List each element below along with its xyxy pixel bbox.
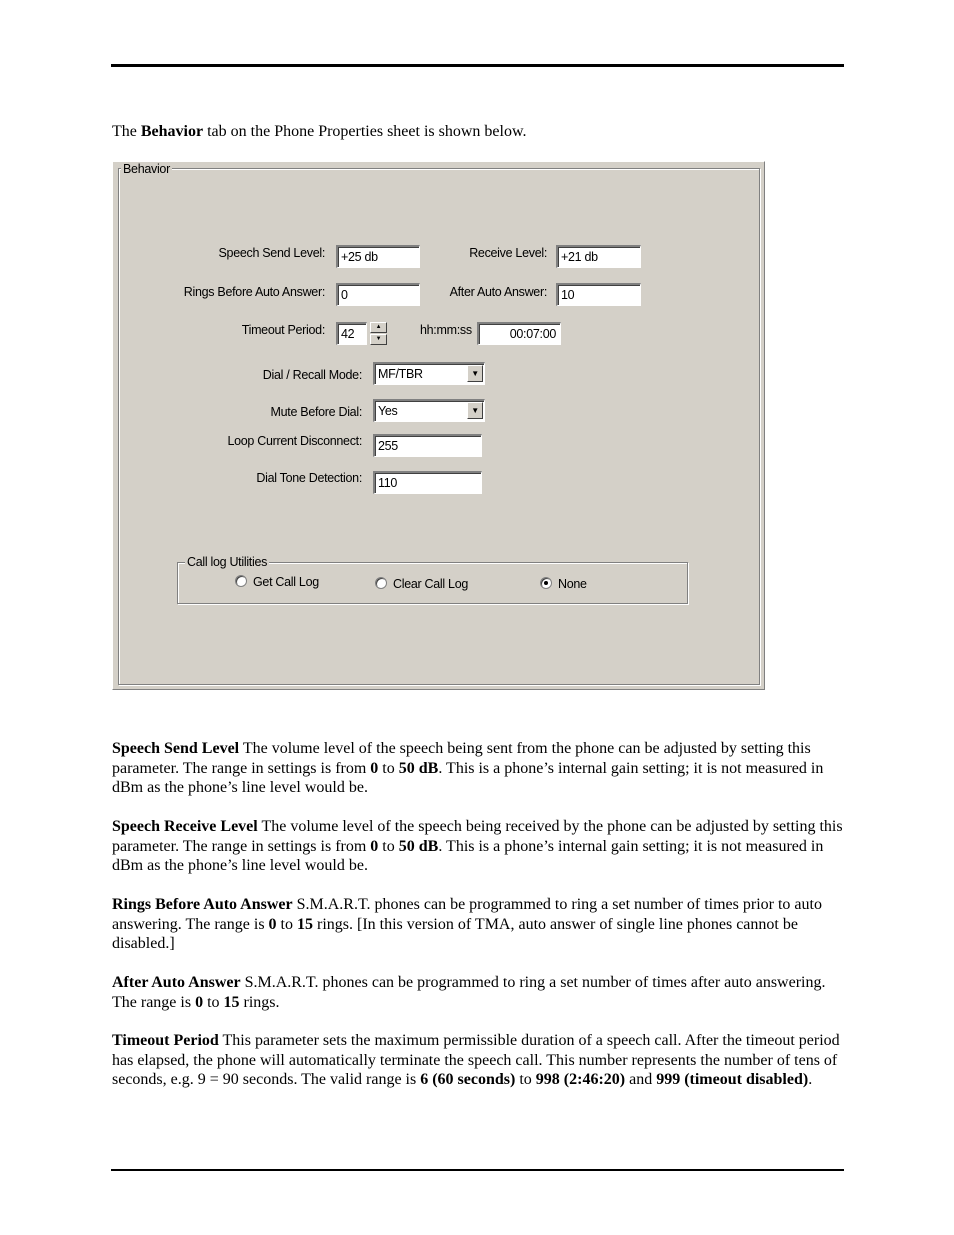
- radio-clear-call-log[interactable]: [375, 577, 468, 591]
- call-log-group-title: Call log Utilities: [187, 555, 268, 569]
- spin-down-icon[interactable]: ▼: [370, 334, 387, 345]
- bold-value: 15: [297, 915, 313, 933]
- bold-value: 50 dB: [398, 837, 439, 855]
- receive-level-field[interactable]: +21 db: [556, 245, 641, 268]
- mute-before-dial-label: Mute Before Dial:: [270, 405, 362, 419]
- loop-current-disconnect-field[interactable]: 255: [373, 434, 482, 457]
- timeout-spinner[interactable]: [370, 322, 387, 345]
- paragraph-rings-before-auto-answer: Rings Before Auto Answer S.M.A.R.T. phones can be programmed to ring a set number of times prior to auto answering. The range is 0 to 15 rings. [In this version of TMA, auto answer of single line phones cannot be disabled.]: [112, 896, 822, 952]
- radio-none[interactable]: [540, 577, 587, 591]
- mute-before-dial-value: Yes: [378, 404, 398, 418]
- radio-label: Clear Call Log: [393, 577, 469, 591]
- behavior-group: [118, 168, 760, 685]
- loop-current-disconnect-label: Loop Current Disconnect:: [227, 434, 362, 448]
- radio-circle-icon[interactable]: [235, 575, 247, 587]
- hhmmss-label: hh:mm:ss: [420, 323, 472, 337]
- radio-selected-icon[interactable]: [540, 577, 552, 589]
- chevron-down-icon[interactable]: ▼: [467, 365, 483, 382]
- paragraph-heading: Speech Receive Level: [112, 818, 258, 835]
- bold-value: 999 (timeout disabled): [656, 1071, 809, 1088]
- paragraph-heading: Rings Before Auto Answer: [112, 896, 293, 913]
- hhmmss-field[interactable]: 00:07:00: [477, 322, 561, 345]
- paragraph-heading: Timeout Period: [112, 1032, 219, 1049]
- speech-send-level-label: Speech Send Level:: [218, 246, 325, 260]
- after-auto-answer-field[interactable]: 10: [556, 283, 641, 306]
- paragraph-heading: After Auto Answer: [112, 974, 241, 991]
- paragraph-speech-send-level: Speech Send Level The volume level of the speech being sent from the phone can be adjusted by setting this parameter. The range in settings is from 0 to 50 dB. This is a phone’s internal gain setting; it is not measured in dBm as the phone’s line level would be.: [112, 740, 824, 796]
- rings-before-auto-answer-label: Rings Before Auto Answer:: [183, 285, 325, 299]
- timeout-period-label: Timeout Period:: [241, 323, 325, 337]
- radio-circle-icon[interactable]: [375, 577, 387, 589]
- paragraph-heading: Speech Send Level: [112, 740, 240, 757]
- dial-recall-mode-label: Dial / Recall Mode:: [262, 368, 362, 382]
- speech-send-level-field[interactable]: +25 db: [336, 245, 420, 268]
- dial-recall-mode-select[interactable]: [373, 362, 485, 385]
- bold-value: 0: [370, 837, 379, 855]
- mute-before-dial-select[interactable]: [373, 399, 485, 422]
- bold-value: 998 (2:46:20): [535, 1071, 626, 1088]
- chevron-down-icon[interactable]: ▼: [467, 402, 483, 419]
- dial-tone-detection-field[interactable]: 110: [373, 471, 482, 494]
- paragraph-speech-receive-level: Speech Receive Level The volume level of the speech being received by the phone can be adjusted by setting this parameter. The range in settings is from 0 to 50 dB. This is a phone’s internal gain setting; it is not measured in dBm as the phone’s line level would be.: [112, 818, 843, 874]
- spin-up-icon[interactable]: ▲: [370, 322, 387, 333]
- radio-get-call-log[interactable]: [235, 575, 319, 589]
- radio-label: None: [558, 577, 587, 591]
- bold-value: 0: [195, 993, 204, 1011]
- dial-recall-mode-value: MF/TBR: [378, 367, 423, 381]
- bold-value: 0: [268, 915, 277, 933]
- rings-before-auto-answer-field[interactable]: 0: [336, 283, 420, 306]
- after-auto-answer-label: After Auto Answer:: [449, 285, 547, 299]
- dial-tone-detection-label: Dial Tone Detection:: [256, 471, 362, 485]
- bold-value: 6 (60 seconds): [420, 1071, 516, 1088]
- behavior-group-title: Behavior: [123, 162, 170, 176]
- footer-rule: [111, 1169, 844, 1171]
- paragraph-after-auto-answer: After Auto Answer S.M.A.R.T. phones can be programmed to ring a set number of times after auto answering. The range is 0 to 15 rings.: [112, 974, 826, 1011]
- intro-text: The Behavior tab on the Phone Properties sheet is shown below.: [112, 123, 527, 140]
- bold-value: 15: [223, 993, 240, 1011]
- receive-level-label: Receive Level:: [469, 246, 547, 260]
- timeout-period-field[interactable]: 42: [336, 322, 367, 345]
- bold-value: 0: [370, 759, 379, 777]
- behavior-dialog: [112, 161, 765, 690]
- header-rule: [111, 64, 844, 67]
- paragraph-timeout-period: Timeout Period This parameter sets the maximum permissible duration of a speech call. After the timeout period has elapsed, the phone will automatically terminate the speech call. This number represents the number of tens of seconds, e.g. 9 = 90 seconds. The valid range is 6 (60 seconds) to 998 (2:46:20) and 999 (timeout disabled).: [112, 1032, 840, 1088]
- radio-label: Get Call Log: [253, 575, 319, 589]
- bold-value: 50 dB: [398, 759, 439, 777]
